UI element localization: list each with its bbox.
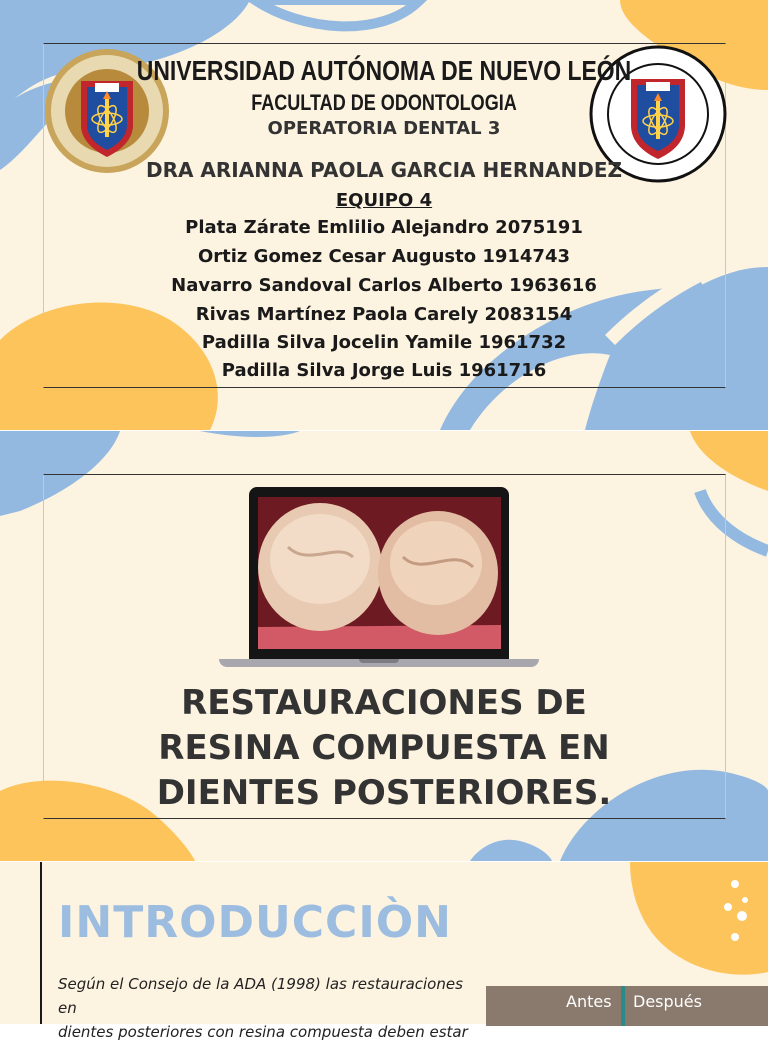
- topic-title-line: RESINA COMPUESTA EN: [158, 728, 610, 768]
- introduction-line: dientes posteriores con resina compuesta deben estar: [58, 1023, 468, 1041]
- left-accent-line: [40, 862, 42, 1024]
- photo-divider: [621, 986, 625, 1026]
- topic-slide: [0, 431, 768, 861]
- team-member: Navarro Sandoval Carlos Alberto 1963616: [171, 275, 597, 296]
- before-label: Antes: [566, 992, 612, 1011]
- team-label: EQUIPO 4: [335, 190, 433, 211]
- topic-title-line: DIENTES POSTERIORES.: [156, 773, 612, 813]
- before-after-photo: [486, 986, 768, 1026]
- introduction-title: INTRODUCCIÒN: [58, 897, 452, 948]
- professor-name: DRA ARIANNA PAOLA GARCIA HERNANDEZ: [145, 158, 623, 182]
- team-member: Plata Zárate Emlilio Alejandro 2075191: [185, 217, 583, 238]
- team-member: Ortiz Gomez Cesar Augusto 1914743: [197, 246, 571, 267]
- team-member: Padilla Silva Jocelin Yamile 1961732: [201, 332, 567, 353]
- introduction-slide: [0, 862, 768, 1041]
- after-label: Después: [633, 992, 702, 1011]
- course-name: OPERATORIA DENTAL 3: [267, 118, 501, 139]
- faculty-name: FACULTAD DE ODONTOLOGIA: [251, 90, 517, 115]
- introduction-text: [58, 972, 478, 1044]
- topic-title-line: RESTAURACIONES DE: [181, 683, 587, 723]
- team-member: Padilla Silva Jorge Luis 1961716: [221, 360, 547, 381]
- university-name: UNIVERSIDAD AUTÓNOMA DE NUEVO LEÓN: [136, 55, 632, 86]
- teeth-photo: [258, 497, 501, 649]
- team-member: Rivas Martínez Paola Carely 2083154: [195, 304, 573, 325]
- laptop-photo: [219, 487, 539, 672]
- title-slide: [0, 0, 768, 430]
- introduction-line: Según el Consejo de la ADA (1998) las restauraciones en: [58, 975, 463, 1017]
